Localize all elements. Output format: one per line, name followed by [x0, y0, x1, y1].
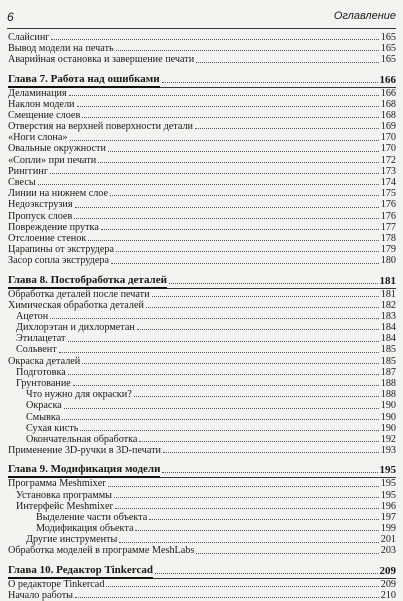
toc-entry-title: Вывод модели на печать — [8, 43, 114, 55]
toc-entry — [8, 579, 396, 590]
leader-dots — [155, 573, 378, 574]
leader-dots — [195, 128, 379, 129]
leader-dots — [50, 173, 379, 174]
leader-dots — [62, 419, 379, 420]
toc-entry — [8, 43, 396, 54]
chapter-heading — [8, 73, 396, 88]
toc-entry-page: 179 — [380, 244, 396, 256]
leader-dots — [119, 542, 378, 543]
toc-entry-page: 174 — [380, 177, 396, 189]
toc-entry — [8, 400, 396, 411]
chapter-title: Глава 10. Редактор Tinkercad — [8, 563, 153, 579]
toc-entry — [8, 199, 396, 210]
leader-dots — [77, 106, 379, 107]
toc-entry-title: Деламинация — [8, 87, 67, 99]
toc-entry — [8, 378, 396, 389]
toc-entry-title: Выделение части объекта — [36, 511, 148, 523]
toc-entry — [8, 144, 396, 155]
toc-entry — [8, 110, 396, 121]
leader-dots — [108, 486, 379, 487]
chapter-page: 195 — [379, 464, 396, 477]
leader-dots — [82, 363, 378, 364]
toc-entry-title: Сухая кисть — [26, 422, 79, 434]
toc-entry-title: Повреждение прутка — [8, 221, 99, 233]
toc-entry-title: Начало работы — [8, 589, 73, 601]
toc-entry — [8, 534, 396, 545]
toc-entry — [8, 177, 396, 188]
leader-dots — [152, 296, 379, 297]
toc-entry — [8, 356, 396, 367]
toc-entry-page: 170 — [380, 143, 396, 155]
toc-entry — [8, 32, 396, 43]
leader-dots — [68, 341, 379, 342]
leader-dots — [110, 195, 379, 196]
toc-entry — [8, 300, 396, 311]
toc-entry-title: О редакторе Tinkercad — [8, 578, 105, 590]
toc-entry — [8, 188, 396, 199]
toc-entry-page: 190 — [380, 400, 396, 412]
leader-dots — [74, 218, 378, 219]
toc-entry-title: Овальные окружности — [8, 143, 106, 155]
chapter-page: 166 — [379, 73, 396, 86]
toc-entry — [8, 121, 396, 132]
toc-entry-title: Что нужно для окраски? — [26, 389, 132, 401]
toc-entry-page: 172 — [380, 154, 396, 166]
toc-entry-page: 188 — [380, 378, 396, 390]
toc-entry-page: 168 — [380, 98, 396, 110]
toc-entry — [8, 222, 396, 233]
toc-entry-page: 173 — [380, 165, 396, 177]
toc-entry-title: «Сопли» при печати — [8, 154, 97, 166]
leader-dots — [111, 263, 379, 264]
toc-entry-title: Окраска — [26, 400, 62, 412]
toc-entry-title: Другие инструменты — [26, 534, 118, 546]
leader-dots — [116, 50, 379, 51]
leader-dots — [98, 162, 379, 163]
toc-entry-title: Недоэкструзия — [8, 199, 73, 211]
leader-dots — [137, 329, 379, 330]
toc-entry-page: 166 — [380, 87, 396, 99]
toc-entry-title: Отверстия на верхней поверхности детали — [8, 121, 193, 133]
toc-entry — [8, 423, 396, 434]
leader-dots — [50, 318, 379, 319]
leader-dots — [75, 597, 379, 598]
leader-dots — [59, 352, 379, 353]
toc-entry-title: Пропуск слоев — [8, 210, 73, 222]
toc-entry-page: 190 — [380, 422, 396, 434]
toc-entry-title: Модификация объекта — [36, 523, 134, 535]
toc-entry-page: 199 — [380, 523, 396, 535]
toc-entry-title: Сольвент — [16, 344, 57, 356]
toc-entry-title: Программа Meshmixer — [8, 478, 106, 490]
toc-entry — [8, 88, 396, 99]
leader-dots — [70, 140, 379, 141]
leader-dots — [116, 251, 379, 252]
leader-dots — [51, 39, 378, 40]
toc-entry-page: 201 — [380, 534, 396, 546]
chapter-page: 209 — [379, 564, 396, 577]
toc-entry — [8, 367, 396, 378]
leader-dots — [139, 441, 378, 442]
chapter-entries — [8, 289, 396, 457]
toc-entry-page: 178 — [380, 232, 396, 244]
leader-dots — [163, 452, 379, 453]
toc-entry-page: 176 — [380, 210, 396, 222]
toc-entry-title: «Ноги слона» — [8, 132, 68, 144]
page-number: 6 — [7, 10, 14, 24]
toc-entry-page: 175 — [380, 188, 396, 200]
toc-entry-title: Обработка деталей после печати — [8, 288, 150, 300]
leader-dots — [134, 396, 379, 397]
leader-dots — [196, 553, 378, 554]
toc-entry — [8, 54, 396, 65]
leader-dots — [106, 586, 378, 587]
toc-entry-title: Этилацетат — [16, 333, 66, 345]
toc-entry-title: Свесы — [8, 177, 36, 189]
toc-entry-page: 209 — [380, 578, 396, 590]
chapter-heading — [8, 463, 396, 478]
toc-entry-title: Установка программы — [16, 489, 112, 501]
toc-entry-title: Смещение слоев — [8, 109, 81, 121]
toc-entry-title: Отслоение стенок — [8, 232, 87, 244]
toc-entry-title: Ацетон — [16, 310, 49, 322]
toc-entry-title: Аварийная остановка и завершение печати — [8, 54, 195, 66]
toc-entry-title: Грунтование — [16, 378, 71, 390]
leader-dots — [75, 207, 379, 208]
leader-dots — [88, 240, 378, 241]
toc-entry — [8, 523, 396, 534]
toc-entry-title: Обработка моделей в программе MeshLabs — [8, 545, 195, 557]
leader-dots — [146, 307, 379, 308]
page-header — [7, 6, 396, 29]
leader-dots — [149, 519, 378, 520]
toc-entry-title: Применение 3D-ручки в 3D-печати — [8, 445, 161, 457]
toc-entry-page: 165 — [380, 54, 396, 66]
leader-dots — [69, 95, 379, 96]
toc-entry — [8, 445, 396, 456]
toc-entry-page: 188 — [380, 389, 396, 401]
toc-entry-title: Линии на нижнем слое — [8, 188, 109, 200]
leader-dots — [115, 508, 379, 509]
toc-entry-page: 185 — [380, 355, 396, 367]
chapter-title: Глава 7. Работа над ошибками — [8, 72, 160, 88]
toc-entry — [8, 333, 396, 344]
toc-entry-page: 183 — [380, 310, 396, 322]
toc-entry-page: 181 — [380, 288, 396, 300]
toc-entry — [8, 512, 396, 523]
toc-entry — [8, 478, 396, 489]
toc-entry-title: Интерфейс Meshmixer — [16, 500, 113, 512]
toc-entry-page: 190 — [380, 411, 396, 423]
toc-entry-title: Окраска деталей — [8, 355, 81, 367]
toc-entry — [8, 490, 396, 501]
toc-entry — [8, 155, 396, 166]
toc-entry-page: 165 — [380, 31, 396, 43]
toc-entry-page: 195 — [380, 489, 396, 501]
toc-entry-page: 184 — [380, 333, 396, 345]
toc-entry-title: Ринггинг — [8, 165, 49, 177]
toc-entry-page: 193 — [380, 445, 396, 457]
toc-entry-page: 182 — [380, 299, 396, 311]
toc-entry-page: 170 — [380, 132, 396, 144]
running-title: Оглавление — [333, 10, 396, 22]
toc-entry — [8, 389, 396, 400]
toc-entry — [8, 345, 396, 356]
leader-dots — [162, 472, 377, 473]
toc-entry — [8, 132, 396, 143]
leader-dots — [101, 229, 379, 230]
leader-dots — [82, 117, 378, 118]
leader-dots — [73, 385, 379, 386]
toc-entry-page: 195 — [380, 478, 396, 490]
toc-entry-title: Царапины от экструдера — [8, 244, 114, 256]
toc-entry — [8, 233, 396, 244]
table-of-contents — [8, 32, 396, 601]
chapter-title: Глава 9. Модификация модели — [8, 462, 160, 478]
chapter-page: 181 — [379, 274, 396, 287]
toc-entry-page: 187 — [380, 366, 396, 378]
chapter-heading — [8, 274, 396, 289]
toc-entry-page: 169 — [380, 121, 396, 133]
chapter-entries — [8, 478, 396, 556]
leader-dots — [162, 82, 378, 83]
toc-entry-page: 176 — [380, 199, 396, 211]
leader-dots — [114, 497, 379, 498]
toc-entry-title: Наклон модели — [8, 98, 75, 110]
toc-entry — [8, 211, 396, 222]
leader-dots — [169, 283, 378, 284]
toc-entry-page: 185 — [380, 344, 396, 356]
leader-dots — [108, 151, 379, 152]
toc-entry-page: 203 — [380, 545, 396, 557]
toc-entry-title: Подготовка — [16, 366, 66, 378]
toc-entry-page: 197 — [380, 511, 396, 523]
leader-dots — [38, 184, 379, 185]
toc-entry — [8, 501, 396, 512]
toc-entry-page: 165 — [380, 43, 396, 55]
toc-entry-title: Слайсинг — [8, 31, 50, 43]
toc-entry — [8, 289, 396, 300]
leader-dots — [135, 530, 378, 531]
toc-entry-page: 184 — [380, 322, 396, 334]
chapter-heading — [8, 564, 396, 579]
toc-entry-title: Дихлорэтан и дихлорметан — [16, 322, 135, 334]
leader-dots — [68, 374, 379, 375]
toc-entry-page: 180 — [380, 255, 396, 267]
leader-dots — [196, 62, 379, 63]
toc-entry-page: 177 — [380, 221, 396, 233]
toc-entry-title: Химическая обработка деталей — [8, 299, 144, 311]
toc-entry-page: 210 — [380, 589, 396, 601]
leader-dots — [80, 430, 378, 431]
chapter-title: Глава 8. Постобработка деталей — [8, 273, 167, 289]
toc-entry — [8, 255, 396, 266]
toc-entry-title: Засор сопла экструдера — [8, 255, 109, 267]
chapter-entries — [8, 88, 396, 267]
toc-entry — [8, 412, 396, 423]
toc-entry — [8, 244, 396, 255]
toc-entry — [8, 434, 396, 445]
toc-entry — [8, 546, 396, 557]
toc-entry — [8, 311, 396, 322]
toc-entry-title: Смывка — [26, 411, 61, 423]
toc-entry — [8, 590, 396, 601]
toc-entry — [8, 99, 396, 110]
toc-entry-page: 168 — [380, 109, 396, 121]
leader-dots — [64, 408, 379, 409]
toc-entry — [8, 166, 396, 177]
toc-entry-page: 192 — [380, 433, 396, 445]
toc-entry-page: 196 — [380, 500, 396, 512]
toc-entry-title: Окончательная обработка — [26, 433, 138, 445]
toc-entry — [8, 322, 396, 333]
